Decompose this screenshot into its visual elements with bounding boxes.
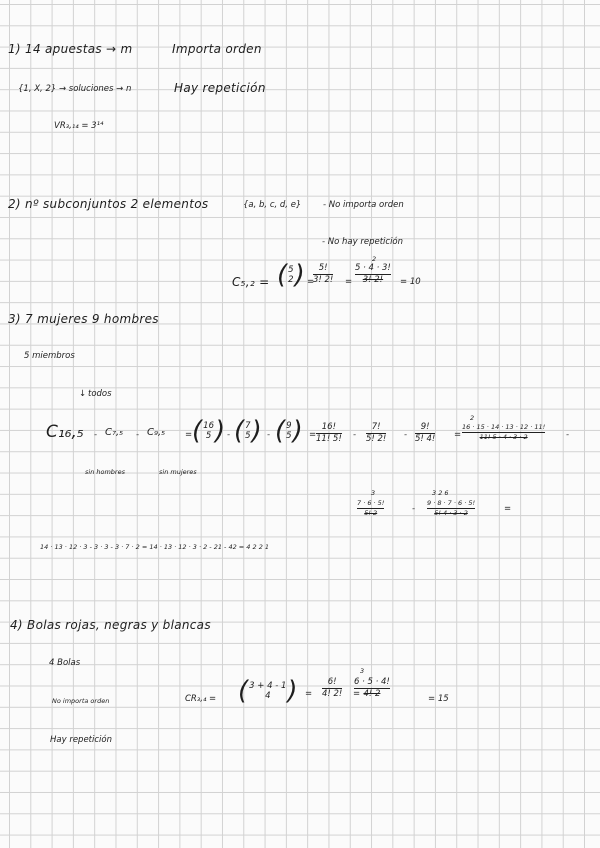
p4-b-top: 3 + 4 - 1 — [249, 680, 287, 691]
p4-no-order: No importa orden — [52, 697, 110, 705]
p1-repetition: Hay repetición — [174, 81, 266, 95]
p3-minus4: - — [267, 430, 271, 440]
p4-balls: 4 Bolas — [49, 658, 81, 668]
p4-f1-num: 6! — [327, 677, 337, 687]
p4-eq2: = — [353, 689, 361, 699]
p2-result: = 10 — [400, 277, 421, 287]
p2-f1-num: 5! — [318, 263, 328, 273]
p3-eq1: = — [185, 430, 193, 440]
p1-title: 1) 14 apuestas → m — [8, 42, 133, 56]
p1-solutions: {1, X, 2} → soluciones → n — [18, 84, 132, 94]
p3-f6-marks: 3 2 6 — [432, 489, 449, 497]
p2-f1-den: 3! 2! — [313, 274, 334, 285]
p4-fraction-1 — [322, 678, 342, 699]
p3-c2: C₇,₅ — [105, 427, 124, 438]
p3-f1-den: 11! 5! — [316, 433, 342, 444]
p3-f1-num: 16! — [321, 422, 336, 432]
p3-eq2: = — [309, 430, 317, 440]
p2-title: 2) nº subconjuntos 2 elementos — [8, 197, 209, 211]
p3-fraction-1 — [316, 423, 342, 444]
p2-eq1: = — [307, 277, 315, 287]
p3-f4-mark: 2 — [470, 414, 475, 422]
p3-fraction-2 — [366, 423, 386, 444]
p3-minus3: - — [227, 430, 231, 440]
p3-f3-den: 5! 4! — [415, 433, 436, 444]
p3-eq4: = — [504, 504, 512, 514]
p3-c3: C₉,₅ — [147, 427, 166, 438]
p3-minus7: - — [566, 430, 570, 440]
p4-fraction-2 — [354, 678, 390, 699]
p4-b-bot: 4 — [265, 691, 271, 701]
p1-order: Importa orden — [172, 42, 262, 56]
p3-f3-num: 9! — [420, 422, 430, 432]
p3-members: 5 miembros — [24, 351, 75, 361]
p3-f4-num: 16 · 15 · 14 · 13 · 12 · 11! — [462, 423, 546, 431]
p3-b1-top: 16 — [203, 420, 214, 431]
p3-binomial-3: ( 9 5 ) — [275, 416, 303, 446]
p2-binom-top: 5 — [288, 264, 294, 275]
p3-todos: todos — [88, 389, 112, 399]
p4-binomial: ( 3 + 4 - 1 4 ) — [238, 676, 298, 706]
p3-sin-hombres: sin hombres — [85, 468, 125, 476]
p3-b1-bot: 5 — [205, 431, 212, 441]
p3-todos-arrow: ↓ — [79, 389, 87, 399]
p4-result: = 15 — [428, 694, 449, 704]
p3-minus2: - — [136, 430, 140, 440]
p3-b2-top: 7 — [245, 420, 251, 431]
p3-title: 3) 7 mujeres 9 hombres — [8, 312, 159, 326]
p3-f4-den: 11! 5 · 4 · 3 · 2 — [479, 432, 528, 441]
p3-binomial-1: ( 16 5 ) — [192, 416, 226, 446]
p3-sin-mujeres: sin mujeres — [159, 468, 197, 476]
p3-f5-mark: 3 — [371, 489, 376, 497]
p3-f2-den: 5! 2! — [366, 433, 387, 444]
p3-final: 14 · 13 · 12 · 3 - 3 · 3 - 3 · 7 · 2 = 14 · 13 · 12 · 3 · 2 - 21 - 42 = 4 2 2 1 — [40, 543, 270, 551]
p3-fraction-3 — [415, 423, 435, 444]
p3-b2-bot: 5 — [245, 431, 251, 441]
p2-fraction-1 — [313, 264, 333, 285]
p4-eq1: = — [305, 689, 313, 699]
p3-minus6: - — [404, 430, 408, 440]
p3-b3-bot: 5 — [286, 431, 292, 441]
p3-fraction-6 — [427, 500, 475, 517]
p3-f2-num: 7! — [371, 422, 381, 432]
p2-f2-den: 3! 2! — [362, 274, 384, 285]
p3-minus8: - — [412, 504, 416, 514]
p3-binomial-2: ( 7 5 ) — [234, 416, 262, 446]
p3-minus1: - — [94, 430, 98, 440]
p3-f6-num: 9 · 8 · 7 · 6 · 5! — [427, 499, 476, 507]
p4-repetition: Hay repetición — [50, 735, 112, 745]
p3-f5-den: 5! 2 — [364, 508, 378, 517]
p2-f2-num: 5 · 4 · 3! — [355, 263, 391, 273]
p1-formula: VR₃,₁₄ = 3¹⁴ — [54, 121, 104, 131]
p4-f2-mark: 3 — [360, 667, 365, 675]
p2-f2-mark: 2 — [372, 255, 377, 263]
p4-title: 4) Bolas rojas, negras y blancas — [10, 618, 211, 632]
p2-fraction-2 — [355, 264, 391, 285]
p4-f1-den: 4! 2! — [322, 688, 343, 699]
p2-no-order: - No importa orden — [323, 200, 404, 210]
p3-fraction-5 — [357, 500, 384, 517]
p2-binom-bottom: 2 — [288, 275, 294, 285]
p3-fraction-4 — [462, 424, 545, 441]
p2-set: {a, b, c, d, e} — [243, 200, 302, 210]
p4-f2-den: 4! 2 — [363, 688, 381, 699]
p2-binomial: ( 5 2 ) — [277, 260, 305, 290]
p3-f5-num: 7 · 6 · 5! — [357, 499, 385, 507]
p3-eq3: = — [454, 430, 462, 440]
p2-eq2: = — [345, 277, 353, 287]
p2-c-label: C₅,₂ = — [232, 275, 270, 289]
p3-c1: C₁₆,₅ — [46, 422, 84, 442]
p2-no-repetition: - No hay repetición — [322, 237, 404, 247]
p3-minus5: - — [353, 430, 357, 440]
p3-f6-den: 5! 4 · 3 · 2 — [434, 508, 468, 517]
p3-b3-top: 9 — [286, 420, 292, 431]
p4-f2-num: 6 · 5 · 4! — [354, 677, 390, 687]
p4-cr-label: CR₃,₄ = — [185, 694, 217, 704]
